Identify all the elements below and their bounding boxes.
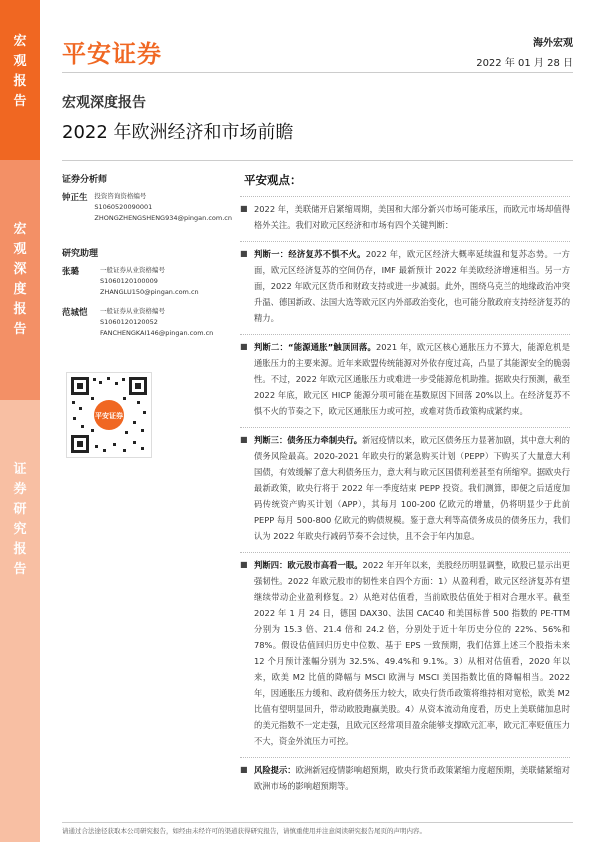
paragraph-text: 2021 年，欧元区核心通胀压力不算大，能源危机是通胀压力的主要来源。近年来欧盟传统能源对外依存度过高，凸显了其能源安全的脆弱性。不过，2022 年欧元区通胀压力或难进一步受能源危机助推。据欧央行预测，截至 2022 年底，欧元区 HICP 能源分项可能在基数原因下回落 20%以上。在经济复苏不惧不火的节奏之下，欧元区通胀压力或可控，或难对货币政策构成紧约束。 bbox=[254, 342, 570, 416]
view-paragraph bbox=[240, 552, 570, 749]
paragraph-text: 2022 年，欧元区经济大概率延续温和复苏态势。一方面，欧元区经济复苏的空间仍存，IMF 最新预计 2022 年美欧经济增速相当。另一方面，2022 年欧元区货币和财政支持或进一步减弱。此外，围绕乌克兰的地缘政治冲突升温、德国新政、法国大选等欧元区内外部政治变化，也可能分散政府支持经济复苏的精力。 bbox=[254, 249, 570, 323]
sidebar-char: 证 bbox=[13, 462, 27, 477]
report-type: 宏观深度报告 bbox=[62, 95, 146, 111]
paragraph-lead: 判断四：欧元股市高看一眼。 bbox=[254, 560, 363, 570]
square-bullet-icon: ■ bbox=[240, 560, 248, 569]
assistant-entry bbox=[62, 265, 232, 298]
qr-logo-text: 平安证券 bbox=[95, 412, 123, 420]
sidebar-section-deep-report bbox=[0, 160, 40, 400]
key-views bbox=[240, 172, 570, 802]
paragraph-lead: 判断二：“能源通胀”触顶回落。 bbox=[254, 342, 376, 352]
sidebar-char: 深 bbox=[13, 262, 27, 277]
analyst-cert-number: S1060520090001 bbox=[94, 203, 153, 211]
sidebar-section-research-report bbox=[0, 400, 40, 842]
assistant-email[interactable]: FANCHENGKAI146@pingan.com.cn bbox=[100, 329, 214, 337]
assistant-name: 范城恺 bbox=[62, 308, 88, 318]
paragraph-text: 2022 年开年以来，美股经历明显调整，欧股已显示出更强韧性。2022 年欧元股市的韧性来自四个方面：1）从盈利看，欧元区经济复苏有望继续带动企业盈利修复。2）从绝对估值看，当前欧股估值处于相对合理水平。截至 2022 年 1 月 24 日，德国 DAX30、法国 CAC40 和美国标普 500 指数的 PE-TTM 分别为 15.3 倍、21.4 倍和 24.2 倍，分别处于近十年历史分位的 22%、56%和 78%。假设估值回归历史中位数、基于 EPS 一致预期，我们估算上述三个股指未来 12 个月预计涨幅分别为 32.5%、49.4%和 9.1%。3）从相对估值看，2020 年以来，欧美 M2 比值的降幅与 MSCI 欧洲与 MSCI 美国指数比值的降幅相当。2022 年，因通胀压力缓和、政府债务压力较大，欧央行货币政策将维持相对宽松，欧美 M2 比值有望明显回升，带动欧股跑赢美股。4）从资本流动角度看，历史上美联储加息时的美元指数不一定走强，且欧元区经常项目盈余能够支撑欧元汇率，欧元汇率贬值压力不大，资金外流压力可控。 bbox=[254, 560, 570, 746]
sidebar-char: 告 bbox=[13, 94, 27, 109]
assistant-cert-label: 一般证券从业资格编号 bbox=[100, 307, 165, 315]
author-panel bbox=[62, 172, 232, 347]
square-bullet-icon: ■ bbox=[240, 435, 248, 444]
square-bullet-icon: ■ bbox=[240, 765, 248, 774]
views-heading: 平安观点： bbox=[244, 173, 302, 187]
report-date: 2022 年 01 月 28 日 bbox=[476, 58, 573, 69]
paragraph-lead: 判断三：债务压力牵制央行。 bbox=[254, 435, 363, 445]
assistant-email[interactable]: ZHANGLU150@pingan.com.cn bbox=[100, 288, 199, 296]
paragraph-lead: 风险提示： bbox=[254, 765, 296, 775]
sidebar bbox=[0, 0, 40, 842]
square-bullet-icon: ■ bbox=[240, 249, 248, 258]
view-paragraph bbox=[240, 427, 570, 544]
sidebar-char: 观 bbox=[13, 242, 27, 257]
divider bbox=[62, 822, 573, 823]
paragraph-lead: 判断一：经济复苏不惧不火。 bbox=[254, 249, 366, 259]
sidebar-section-macro-report bbox=[0, 0, 40, 160]
sidebar-char: 告 bbox=[13, 562, 27, 577]
assistant-cert-number: S1060120120052 bbox=[100, 318, 158, 326]
sidebar-char: 究 bbox=[13, 522, 27, 537]
sidebar-char: 告 bbox=[13, 322, 27, 337]
sidebar-char: 度 bbox=[13, 282, 27, 297]
view-paragraph bbox=[240, 757, 570, 794]
divider bbox=[62, 160, 573, 161]
sidebar-char: 报 bbox=[13, 74, 27, 89]
square-bullet-icon: ■ bbox=[240, 204, 248, 213]
sidebar-char: 宏 bbox=[13, 34, 27, 49]
assistants-heading: 研究助理 bbox=[62, 249, 99, 259]
sidebar-char: 研 bbox=[13, 502, 27, 517]
paragraph-text: 新冠疫情以来，欧元区债务压力显著加剧，其中意大利的债务风险最高。2020-2021 年欧央行的紧急购买计划（PEPP）下购买了大量意大利国债，有效缓解了意大利债务压力，意大利与欧元区国债利差甚至有所缩窄。据欧央行最新政策，欧央行将于 2022 年一季度结束 PEPP 投资。我们测算，即便之后适度加码传统资产购买计划（APP），其每月 100-200 亿欧元的增量，仍将明显少于此前 PEPP 每月 500-800 亿欧元的购债规模。鉴于意大利等高债务成员的债务压力，我们认为 2022 年欧央行减码节奏不会过快，且不会于年内加息。 bbox=[254, 435, 570, 541]
sidebar-char: 观 bbox=[13, 54, 27, 69]
assistant-cert-number: S1060120100009 bbox=[100, 277, 158, 285]
analyst-cert-label: 投资咨询资格编号 bbox=[94, 192, 147, 200]
view-paragraph bbox=[240, 241, 570, 326]
report-category: 海外宏观 bbox=[533, 38, 573, 49]
analyst-email[interactable]: ZHONGZHENGSHENG934@pingan.com.cn bbox=[94, 214, 232, 222]
paragraph-text: 2022 年，美联储开启紧缩周期，美国和大部分新兴市场可能承压，而欧元市场却值得格外关注。我们对欧元区经济和市场有四个关键判断： bbox=[254, 204, 570, 230]
sidebar-char: 报 bbox=[13, 302, 27, 317]
view-paragraph bbox=[240, 334, 570, 419]
analysts-heading: 证券分析师 bbox=[62, 175, 108, 185]
assistant-cert-label: 一般证券从业资格编号 bbox=[100, 266, 165, 274]
paragraph-text: 欧洲新冠疫情影响超预期，欧央行货币政策紧缩力度超预期，美联储紧缩对欧洲市场的影响超预期等。 bbox=[254, 765, 570, 791]
page-title: 2022 年欧洲经济和市场前瞻 bbox=[62, 122, 294, 143]
square-bullet-icon: ■ bbox=[240, 342, 248, 351]
divider bbox=[62, 72, 573, 73]
sidebar-char: 宏 bbox=[13, 222, 27, 237]
assistant-entry bbox=[62, 306, 232, 339]
qr-code[interactable] bbox=[66, 372, 152, 458]
qr-code-icon bbox=[67, 373, 151, 457]
assistant-name: 张璐 bbox=[62, 267, 80, 277]
footer-disclaimer: 请通过合法途径获取本公司研究报告，如经由未经许可的渠道获得研究报告，请慎重使用并注意阅读研究报告尾页的声明内容。 bbox=[62, 827, 426, 835]
company-logo: 平安证券 bbox=[62, 40, 162, 68]
view-paragraph bbox=[240, 196, 570, 233]
sidebar-char: 券 bbox=[13, 482, 27, 497]
analyst-entry bbox=[62, 191, 232, 224]
analyst-name: 钟正生 bbox=[62, 193, 88, 203]
sidebar-char: 报 bbox=[13, 542, 27, 557]
